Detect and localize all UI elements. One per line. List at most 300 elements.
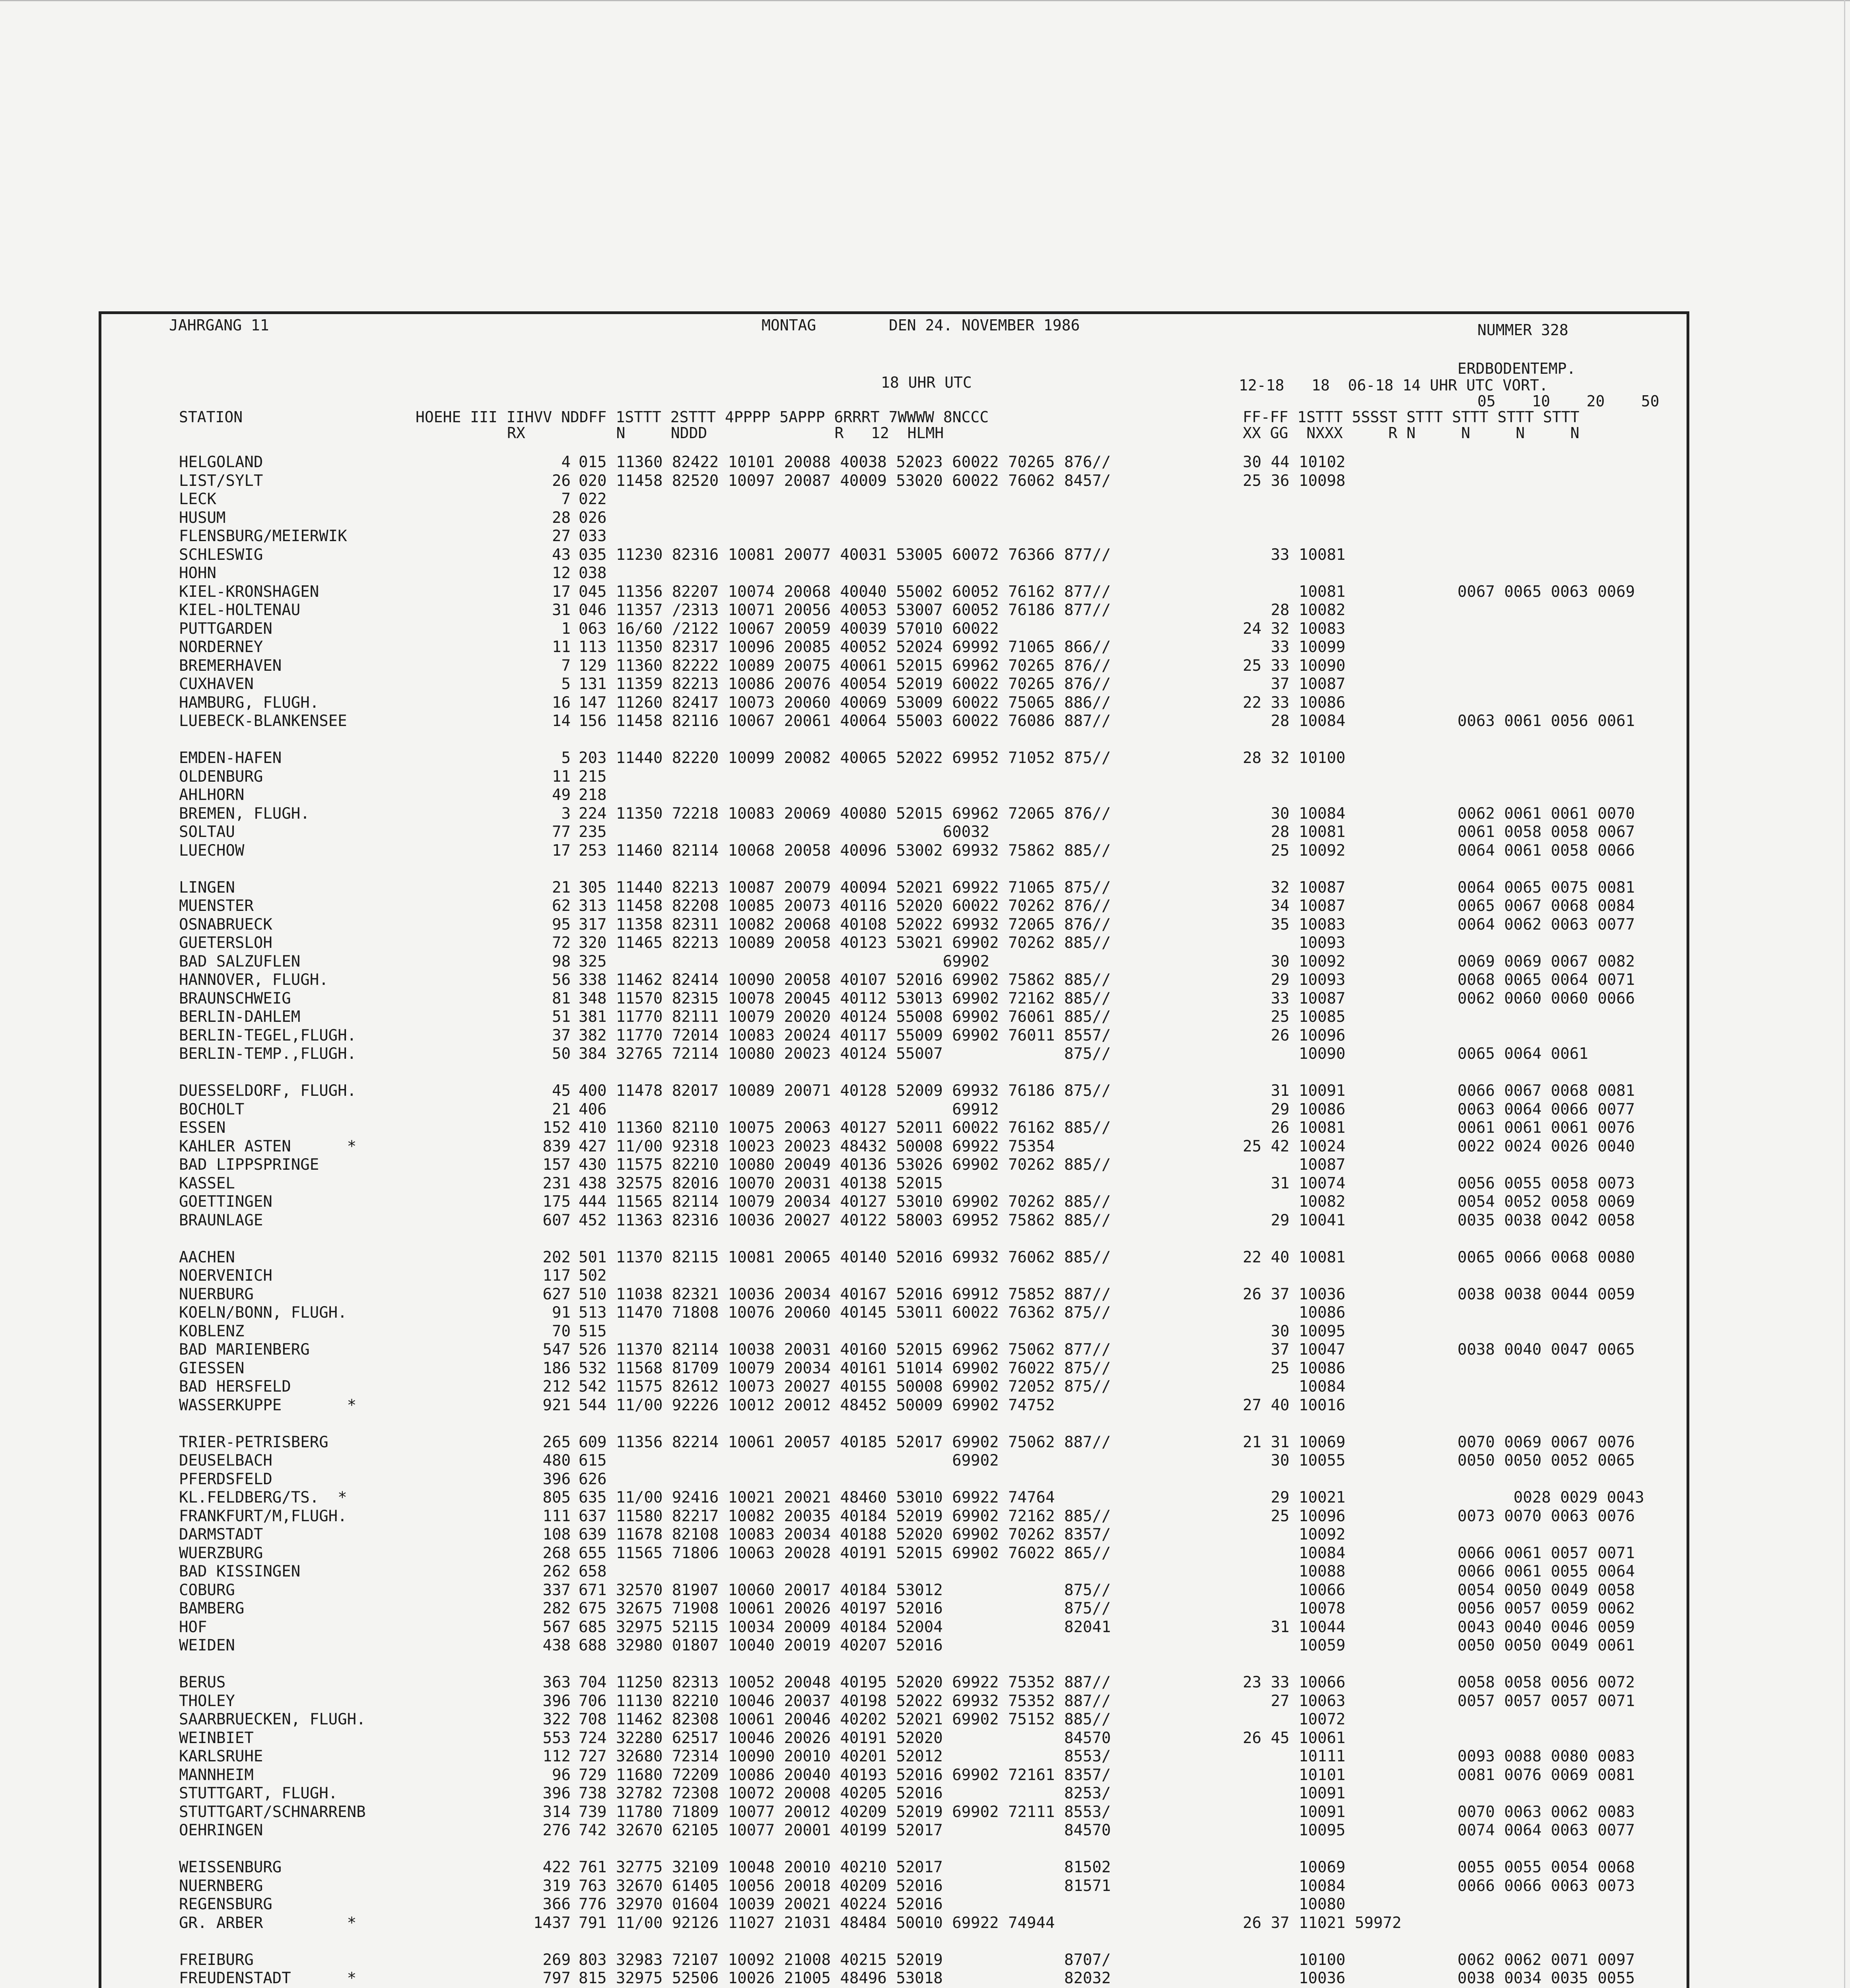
station-name: HELGOLAND — [179, 453, 263, 471]
station-window: 10080 — [1243, 1895, 1346, 1913]
soil-temps: 0070 0063 0062 0083 — [1457, 1803, 1635, 1821]
soil-temps: 0061 0061 0061 0076 — [1457, 1119, 1635, 1137]
station-code: 526 11370 82114 10038 20031 40160 52015 69962 75062 877// — [579, 1341, 1111, 1359]
station-name: KOBLENZ — [179, 1322, 245, 1340]
station-name: GIESSEN — [179, 1359, 245, 1377]
station-row — [101, 1322, 1688, 1341]
station-hoehe: 268 — [542, 1544, 571, 1562]
station-code: 382 11770 72014 10083 20024 40117 55009 69902 76011 8557/ — [579, 1026, 1111, 1044]
station-hoehe: 157 — [542, 1156, 571, 1174]
station-hoehe: 553 — [542, 1729, 571, 1747]
station-row — [101, 1840, 1688, 1858]
station-row — [101, 1858, 1688, 1877]
station-hoehe: 21 — [552, 878, 571, 897]
station-code: 510 11038 82321 10036 20034 40167 52016 69912 75852 887// — [579, 1285, 1111, 1303]
station-window: 22 33 10086 — [1243, 693, 1346, 712]
station-window: 37 10087 — [1243, 675, 1346, 693]
station-code: 615 69902 — [579, 1452, 999, 1470]
station-name: BRAUNLAGE — [179, 1211, 263, 1229]
soil-temps: 0093 0088 0080 0083 — [1457, 1747, 1635, 1765]
station-code: 253 11460 82114 10068 20058 40096 53002 69932 75862 885// — [579, 841, 1111, 860]
station-window: 30 10095 — [1243, 1322, 1346, 1340]
station-row — [101, 1415, 1688, 1433]
station-row — [101, 1544, 1688, 1563]
station-window: 28 10084 — [1243, 712, 1346, 730]
soil-temps: 0074 0064 0063 0077 — [1457, 1821, 1635, 1839]
station-row — [101, 1969, 1688, 1988]
station-row — [101, 1359, 1688, 1378]
station-hoehe: 14 — [552, 712, 571, 730]
station-row — [101, 1156, 1688, 1174]
station-code: 406 69912 — [579, 1100, 999, 1118]
station-row — [101, 1803, 1688, 1821]
station-code: 384 32765 72114 10080 20023 40124 55007 875// — [579, 1045, 1111, 1063]
station-row — [101, 1175, 1688, 1193]
station-hoehe: 43 — [552, 546, 571, 564]
station-row — [101, 509, 1688, 527]
station-hoehe: 17 — [552, 841, 571, 860]
soil-temps: 0038 0038 0044 0059 — [1457, 1285, 1635, 1303]
station-code: 761 32775 32109 10048 20010 40210 52017 81502 — [579, 1858, 1111, 1876]
station-row — [101, 934, 1688, 952]
station-name: BAD KISSINGEN — [179, 1563, 301, 1580]
station-row — [101, 546, 1688, 564]
station-hoehe: 112 — [542, 1747, 571, 1765]
soil-temps: 0066 0061 0055 0064 — [1457, 1563, 1635, 1580]
station-code: 532 11568 81709 10079 20034 40161 51014 69902 76022 875// — [579, 1359, 1111, 1377]
station-code: 305 11440 82213 10087 20079 40094 52021 69922 71065 875// — [579, 878, 1111, 897]
station-name: FRANKFURT/M,FLUGH. — [179, 1507, 347, 1525]
station-window: 25 10086 — [1243, 1359, 1346, 1377]
station-window: 25 42 10024 — [1243, 1137, 1346, 1155]
soil-temps: 0064 0065 0075 0081 — [1457, 878, 1635, 897]
station-name: COBURG — [179, 1581, 235, 1599]
station-row — [101, 1581, 1688, 1600]
station-name: LUECHOW — [179, 841, 245, 860]
station-hoehe: 4 — [561, 453, 571, 471]
station-hoehe: 49 — [552, 786, 571, 804]
station-row — [101, 1304, 1688, 1322]
station-code: 338 11462 82414 10090 20058 40107 52016 69902 75862 885// — [579, 971, 1111, 989]
station-window: 26 37 10036 — [1243, 1285, 1346, 1303]
station-row — [101, 1729, 1688, 1747]
station-name: KIEL-HOLTENAU — [179, 601, 301, 619]
station-name: NUERBURG — [179, 1285, 254, 1303]
station-code: 776 32970 01604 10039 20021 40224 52016 — [579, 1895, 943, 1913]
soil-temps: 0035 0038 0042 0058 — [1457, 1211, 1635, 1229]
soil-temps: 0066 0067 0068 0081 — [1457, 1082, 1635, 1100]
station-name: HOHN — [179, 564, 216, 582]
station-code: 033 — [579, 527, 607, 545]
station-name: FREIBURG — [179, 1951, 254, 1969]
station-row — [101, 1563, 1688, 1581]
station-row — [101, 1895, 1688, 1914]
station-code: 444 11565 82114 10079 20034 40127 53010 69902 70262 885// — [579, 1193, 1111, 1211]
soil-temps: 0073 0070 0063 0076 — [1457, 1507, 1635, 1525]
station-name: GUETERSLOH — [179, 934, 272, 952]
station-name: BAD LIPPSPRINGE — [179, 1156, 319, 1174]
station-hoehe: 108 — [542, 1526, 571, 1543]
station-name: LUEBECK-BLANKENSEE — [179, 712, 347, 730]
station-window: 25 10085 — [1243, 1008, 1346, 1026]
station-name: MUENSTER — [179, 897, 254, 915]
station-window: 33 10087 — [1243, 989, 1346, 1008]
station-name: BAMBERG — [179, 1600, 245, 1617]
day: MONTAG — [762, 316, 816, 334]
station-window: 31 10091 — [1243, 1082, 1346, 1100]
station-code: 020 11458 82520 10097 20087 40009 53020 60022 76062 8457/ — [579, 472, 1111, 490]
soil-temps: 0058 0058 0056 0072 — [1457, 1673, 1635, 1691]
soil-temps: 0067 0065 0063 0069 — [1457, 582, 1635, 601]
soil-temps: 0054 0052 0058 0069 — [1457, 1193, 1635, 1211]
station-hoehe: 396 — [542, 1470, 571, 1488]
station-row — [101, 823, 1688, 841]
soil-temps: 0050 0050 0052 0065 — [1457, 1452, 1635, 1470]
soil-temps: 0056 0057 0059 0062 — [1457, 1600, 1635, 1617]
station-row — [101, 1526, 1688, 1544]
station-hoehe: 56 — [552, 971, 571, 989]
station-row — [101, 657, 1688, 675]
station-code: 026 — [579, 509, 607, 527]
soil-temps: 0028 0029 0043 — [1457, 1489, 1644, 1507]
station-code: 658 — [579, 1563, 607, 1580]
station-row — [101, 1766, 1688, 1784]
soil-temps: 0056 0055 0058 0073 — [1457, 1174, 1635, 1192]
station-name: ESSEN — [179, 1119, 226, 1137]
station-code: 038 — [579, 564, 607, 582]
station-window: 28 32 10100 — [1243, 749, 1346, 767]
station-window: 21 31 10069 — [1243, 1433, 1346, 1451]
station-hoehe: 152 — [542, 1119, 571, 1137]
station-name: STUTTGART/SCHNARRENB — [179, 1803, 366, 1821]
station-name: FREUDENSTADT * — [179, 1969, 357, 1987]
station-hoehe: 265 — [542, 1433, 571, 1451]
station-code: 235 60032 — [579, 823, 990, 841]
station-name: LIST/SYLT — [179, 472, 263, 490]
station-name: LECK — [179, 490, 216, 508]
station-row — [101, 1784, 1688, 1803]
station-code: 704 11250 82313 10052 20048 40195 52020 69922 75352 887// — [579, 1673, 1111, 1691]
station-hoehe: 50 — [552, 1045, 571, 1063]
station-window: 29 10086 — [1243, 1100, 1346, 1118]
station-window: 25 33 10090 — [1243, 656, 1346, 675]
station-code: 045 11356 82207 10074 20068 40040 55002 60052 76162 877// — [579, 582, 1111, 601]
station-window: 29 10021 — [1243, 1489, 1346, 1507]
station-code: 156 11458 82116 10067 20061 40064 55003 60022 76086 887// — [579, 712, 1111, 730]
station-row — [101, 694, 1688, 712]
soil-temps: 0043 0040 0046 0059 — [1457, 1618, 1635, 1636]
soil-temps: 0065 0064 0061 — [1457, 1045, 1588, 1063]
station-row — [101, 1378, 1688, 1396]
station-name: BOCHOLT — [179, 1100, 245, 1118]
station-code: 815 32975 52506 10026 21005 48496 53018 82032 — [579, 1969, 1111, 1987]
station-name: NUERNBERG — [179, 1877, 263, 1895]
station-window: 25 10092 — [1243, 841, 1346, 860]
station-window: 26 10096 — [1243, 1026, 1346, 1044]
station-name: THOLEY — [179, 1692, 235, 1710]
station-row — [101, 1951, 1688, 1969]
station-window: 30 44 10102 — [1243, 453, 1346, 471]
station-row — [101, 1248, 1688, 1267]
station-name: LINGEN — [179, 878, 235, 897]
station-hoehe: 45 — [552, 1082, 571, 1100]
station-hoehe: 12 — [552, 564, 571, 582]
station-code: 513 11470 71808 10076 20060 40145 53011 60022 76362 875// — [579, 1304, 1111, 1322]
station-name: NORDERNEY — [179, 638, 263, 656]
station-window: 26 45 10061 — [1243, 1729, 1346, 1747]
station-window: 10036 — [1243, 1969, 1346, 1987]
station-row — [101, 1618, 1688, 1637]
station-hoehe: 91 — [552, 1304, 571, 1322]
station-code: 738 32782 72308 10072 20008 40205 52016 8253/ — [579, 1784, 1111, 1802]
station-name: HUSUM — [179, 509, 226, 527]
station-name: WEINBIET — [179, 1729, 254, 1747]
station-name: BAD HERSFELD — [179, 1378, 291, 1396]
station-window: 33 10081 — [1243, 546, 1346, 564]
station-hoehe: 607 — [542, 1211, 571, 1229]
station-name: STUTTGART, FLUGH. — [179, 1784, 338, 1802]
station-code: 502 — [579, 1267, 607, 1285]
station-code: 706 11130 82210 10046 20037 40198 52022 69932 75352 887// — [579, 1692, 1111, 1710]
station-name: AHLHORN — [179, 786, 245, 804]
station-name: OSNABRUECK — [179, 915, 272, 934]
station-hoehe: 111 — [542, 1507, 571, 1525]
station-window: 10093 — [1243, 934, 1346, 952]
station-row — [101, 1138, 1688, 1156]
station-code: 501 11370 82115 10081 20065 40140 52016 69932 76062 885// — [579, 1248, 1111, 1266]
soil-temps: 0068 0065 0064 0071 — [1457, 971, 1635, 989]
jahrgang: JAHRGANG 11 — [169, 316, 269, 334]
station-code: 410 11360 82110 10075 20063 40127 52011 60022 76162 885// — [579, 1119, 1111, 1137]
station-code: 655 11565 71806 10063 20028 40191 52015 69902 76022 865// — [579, 1544, 1111, 1562]
station-row — [101, 1932, 1688, 1951]
station-code: 803 32983 72107 10092 21008 40215 52019 8707/ — [579, 1951, 1111, 1969]
station-name: BAD MARIENBERG — [179, 1341, 310, 1359]
station-name: HANNOVER, FLUGH. — [179, 971, 328, 989]
station-hoehe: 117 — [542, 1267, 571, 1285]
station-code: 046 11357 /2313 10071 20056 40053 53007 60052 76186 877// — [579, 601, 1111, 619]
station-code: 626 — [579, 1470, 607, 1488]
station-hoehe: 480 — [542, 1452, 571, 1470]
station-hoehe: 186 — [542, 1359, 571, 1377]
soil-temps: 0081 0076 0069 0081 — [1457, 1766, 1635, 1784]
station-name: OEHRINGEN — [179, 1821, 263, 1839]
station-code: 381 11770 82111 10079 20020 40124 55008 69902 76061 885// — [579, 1008, 1111, 1026]
station-code: 430 11575 82210 10080 20049 40136 53026 69902 70262 885// — [579, 1156, 1111, 1174]
station-hoehe: 547 — [542, 1341, 571, 1359]
station-code: 671 32570 81907 10060 20017 40184 53012 875// — [579, 1581, 1111, 1599]
station-code: 215 — [579, 767, 607, 786]
erdbodentemp-label: ERDBODENTEMP. — [1457, 360, 1576, 377]
soil-temps: 0066 0061 0057 0071 — [1457, 1544, 1635, 1562]
station-name: GR. ARBER * — [179, 1914, 357, 1932]
station-code: 544 11/00 92226 10012 20012 48452 50009 69902 74752 — [579, 1396, 1055, 1414]
station-hoehe: 96 — [552, 1766, 571, 1784]
station-hoehe: 231 — [542, 1174, 571, 1192]
station-row — [101, 1341, 1688, 1359]
station-row — [101, 1470, 1688, 1489]
station-row — [101, 601, 1688, 619]
station-hoehe: 5 — [561, 749, 571, 767]
station-name: BAD SALZUFLEN — [179, 952, 301, 971]
station-hoehe: 262 — [542, 1563, 571, 1580]
station-name: HOF — [179, 1618, 207, 1636]
station-name: BERLIN-TEGEL,FLUGH. — [179, 1026, 357, 1044]
station-code: 325 69902 — [579, 952, 990, 971]
station-hoehe: 27 — [552, 527, 571, 545]
station-hoehe: 17 — [552, 582, 571, 601]
station-code: 015 11360 82422 10101 20088 40038 52023 60022 70265 876// — [579, 453, 1111, 471]
station-name: TRIER-PETRISBERG — [179, 1433, 328, 1451]
columns-header: HOEHE III IIHVV NDDFF 1STTT 2STTT 4PPPP 5APPP 6RRRT 7WWWW 8NCCC — [416, 408, 989, 426]
station-row — [101, 1396, 1688, 1415]
station-name: CUXHAVEN — [179, 675, 254, 693]
soil-temps: 0062 0062 0071 0097 — [1457, 1951, 1635, 1969]
station-row — [101, 1452, 1688, 1470]
station-code: 742 32670 62105 10077 20001 40199 52017 84570 — [579, 1821, 1111, 1839]
station-hoehe: 70 — [552, 1322, 571, 1340]
date: DEN 24. NOVEMBER 1986 — [889, 316, 1080, 334]
station-name: WASSERKUPPE * — [179, 1396, 357, 1414]
station-hoehe: 212 — [542, 1378, 571, 1396]
station-row — [101, 1507, 1688, 1526]
soil-temps: 0063 0061 0056 0061 — [1457, 712, 1635, 730]
station-name: NOERVENICH — [179, 1267, 272, 1285]
station-hoehe: 337 — [542, 1581, 571, 1599]
station-row — [101, 675, 1688, 693]
station-hoehe: 269 — [542, 1951, 571, 1969]
station-window: 25 36 10098 — [1243, 472, 1346, 490]
station-window: 10084 — [1243, 1378, 1346, 1396]
station-window: 29 10093 — [1243, 971, 1346, 989]
station-code: 675 32675 71908 10061 20026 40197 52016 875// — [579, 1600, 1111, 1617]
station-window: 10082 — [1243, 1193, 1346, 1211]
station-hoehe: 322 — [542, 1710, 571, 1728]
station-window: 34 10087 — [1243, 897, 1346, 915]
station-name: BERLIN-DAHLEM — [179, 1008, 301, 1026]
station-window: 26 37 11021 59972 — [1243, 1914, 1402, 1932]
station-row — [101, 1211, 1688, 1230]
station-row — [101, 1692, 1688, 1710]
station-name: WEIDEN — [179, 1637, 235, 1654]
station-row — [101, 1637, 1688, 1655]
station-hoehe: 3 — [561, 804, 571, 823]
station-name: KL.FELDBERG/TS. * — [179, 1489, 347, 1507]
station-hoehe: 396 — [542, 1692, 571, 1710]
station-name: BERLIN-TEMP.,FLUGH. — [179, 1045, 357, 1063]
station-row — [101, 1489, 1688, 1507]
station-row — [101, 897, 1688, 915]
station-code: 147 11260 82417 10073 20060 40069 53009 60022 75065 886// — [579, 693, 1111, 712]
station-name: OLDENBURG — [179, 767, 263, 786]
station-window: 10100 — [1243, 1951, 1346, 1969]
station-window: 32 10087 — [1243, 878, 1346, 897]
station-name: KARLSRUHE — [179, 1747, 263, 1765]
station-hoehe: 7 — [561, 656, 571, 675]
station-name: PFERDSFELD — [179, 1470, 272, 1488]
station-row — [101, 1747, 1688, 1766]
station-name: GOETTINGEN — [179, 1193, 272, 1211]
station-hoehe: 11 — [552, 767, 571, 786]
station-hoehe: 839 — [542, 1137, 571, 1155]
station-row — [101, 1267, 1688, 1285]
station-window: 10091 — [1243, 1803, 1346, 1821]
station-row — [101, 1230, 1688, 1248]
station-code: 729 11680 72209 10086 20040 40193 52016 69902 72161 8357/ — [579, 1766, 1111, 1784]
station-window: 26 10081 — [1243, 1119, 1346, 1137]
station-row — [101, 1821, 1688, 1840]
station-name: DARMSTADT — [179, 1526, 263, 1543]
station-window: 10069 — [1243, 1858, 1346, 1876]
soil-temps: 0064 0061 0058 0066 — [1457, 841, 1635, 860]
station-hoehe: 1 — [561, 619, 571, 638]
soil-temps: 0066 0066 0063 0073 — [1457, 1877, 1635, 1895]
station-hoehe: 72 — [552, 934, 571, 952]
soil-temps: 0057 0057 0057 0071 — [1457, 1692, 1635, 1710]
station-code: 708 11462 82308 10061 20046 40202 52021 69902 75152 885// — [579, 1710, 1111, 1728]
station-code: 348 11570 82315 10078 20045 40112 53013 69902 72162 885// — [579, 989, 1111, 1008]
station-name: KASSEL — [179, 1174, 235, 1192]
soil-temps: 0070 0069 0067 0076 — [1457, 1433, 1635, 1451]
station-hoehe: 37 — [552, 1026, 571, 1044]
station-code: 724 32280 62517 10046 20026 40191 52020 84570 — [579, 1729, 1111, 1747]
station-hoehe: 438 — [542, 1637, 571, 1654]
station-code: 637 11580 82217 10082 20035 40184 52019 69902 72162 885// — [579, 1507, 1111, 1525]
station-row — [101, 1027, 1688, 1045]
station-hoehe: 98 — [552, 952, 571, 971]
station-name: KIEL-KRONSHAGEN — [179, 582, 319, 601]
station-row — [101, 879, 1688, 897]
soil-temps: 0065 0066 0068 0080 — [1457, 1248, 1635, 1266]
station-code: 320 11465 82213 10089 20058 40123 53021 69902 70262 885// — [579, 934, 1111, 952]
station-hoehe: 31 — [552, 601, 571, 619]
station-hoehe: 62 — [552, 897, 571, 915]
station-name: SCHLESWIG — [179, 546, 263, 564]
station-code: 635 11/00 92416 10021 20021 48460 53010 69922 74764 — [579, 1489, 1055, 1507]
station-row — [101, 620, 1688, 638]
station-hoehe: 363 — [542, 1673, 571, 1691]
station-hoehe: 1437 — [533, 1914, 571, 1932]
station-code: 113 11350 82317 10096 20085 40052 52024 69992 71065 866// — [579, 638, 1111, 656]
station-row — [101, 916, 1688, 934]
station-code: 452 11363 82316 10036 20027 40122 58003 69952 75862 885// — [579, 1211, 1111, 1229]
station-window: 10059 — [1243, 1637, 1346, 1654]
bulletin-frame — [99, 311, 1689, 1988]
station-row — [101, 712, 1688, 730]
station-code: 035 11230 82316 10081 20077 40031 53005 60072 76366 877// — [579, 546, 1111, 564]
station-row — [101, 1008, 1688, 1026]
station-row — [101, 564, 1688, 582]
station-code: 542 11575 82612 10073 20027 40155 50008 69902 72052 875// — [579, 1378, 1111, 1396]
station-window: 30 10055 — [1243, 1452, 1346, 1470]
station-row — [101, 953, 1688, 971]
window-label: 12-18 18 06-18 14 UHR UTC VORT. — [1239, 377, 1548, 394]
soil-temps: 0022 0024 0026 0040 — [1457, 1137, 1635, 1155]
columns-header-2: RX N NDDD R 12 HLMH — [507, 424, 944, 442]
station-row — [101, 805, 1688, 823]
station-row — [101, 971, 1688, 989]
station-header: STATION — [179, 408, 243, 426]
station-window: 35 10083 — [1243, 915, 1346, 934]
station-row — [101, 768, 1688, 786]
station-name: WEISSENBURG — [179, 1858, 282, 1876]
station-name: AACHEN — [179, 1248, 235, 1266]
station-row — [101, 990, 1688, 1008]
station-hoehe: 5 — [561, 675, 571, 693]
station-hoehe: 396 — [542, 1784, 571, 1802]
station-row — [101, 1285, 1688, 1304]
station-window: 10072 — [1243, 1710, 1346, 1728]
